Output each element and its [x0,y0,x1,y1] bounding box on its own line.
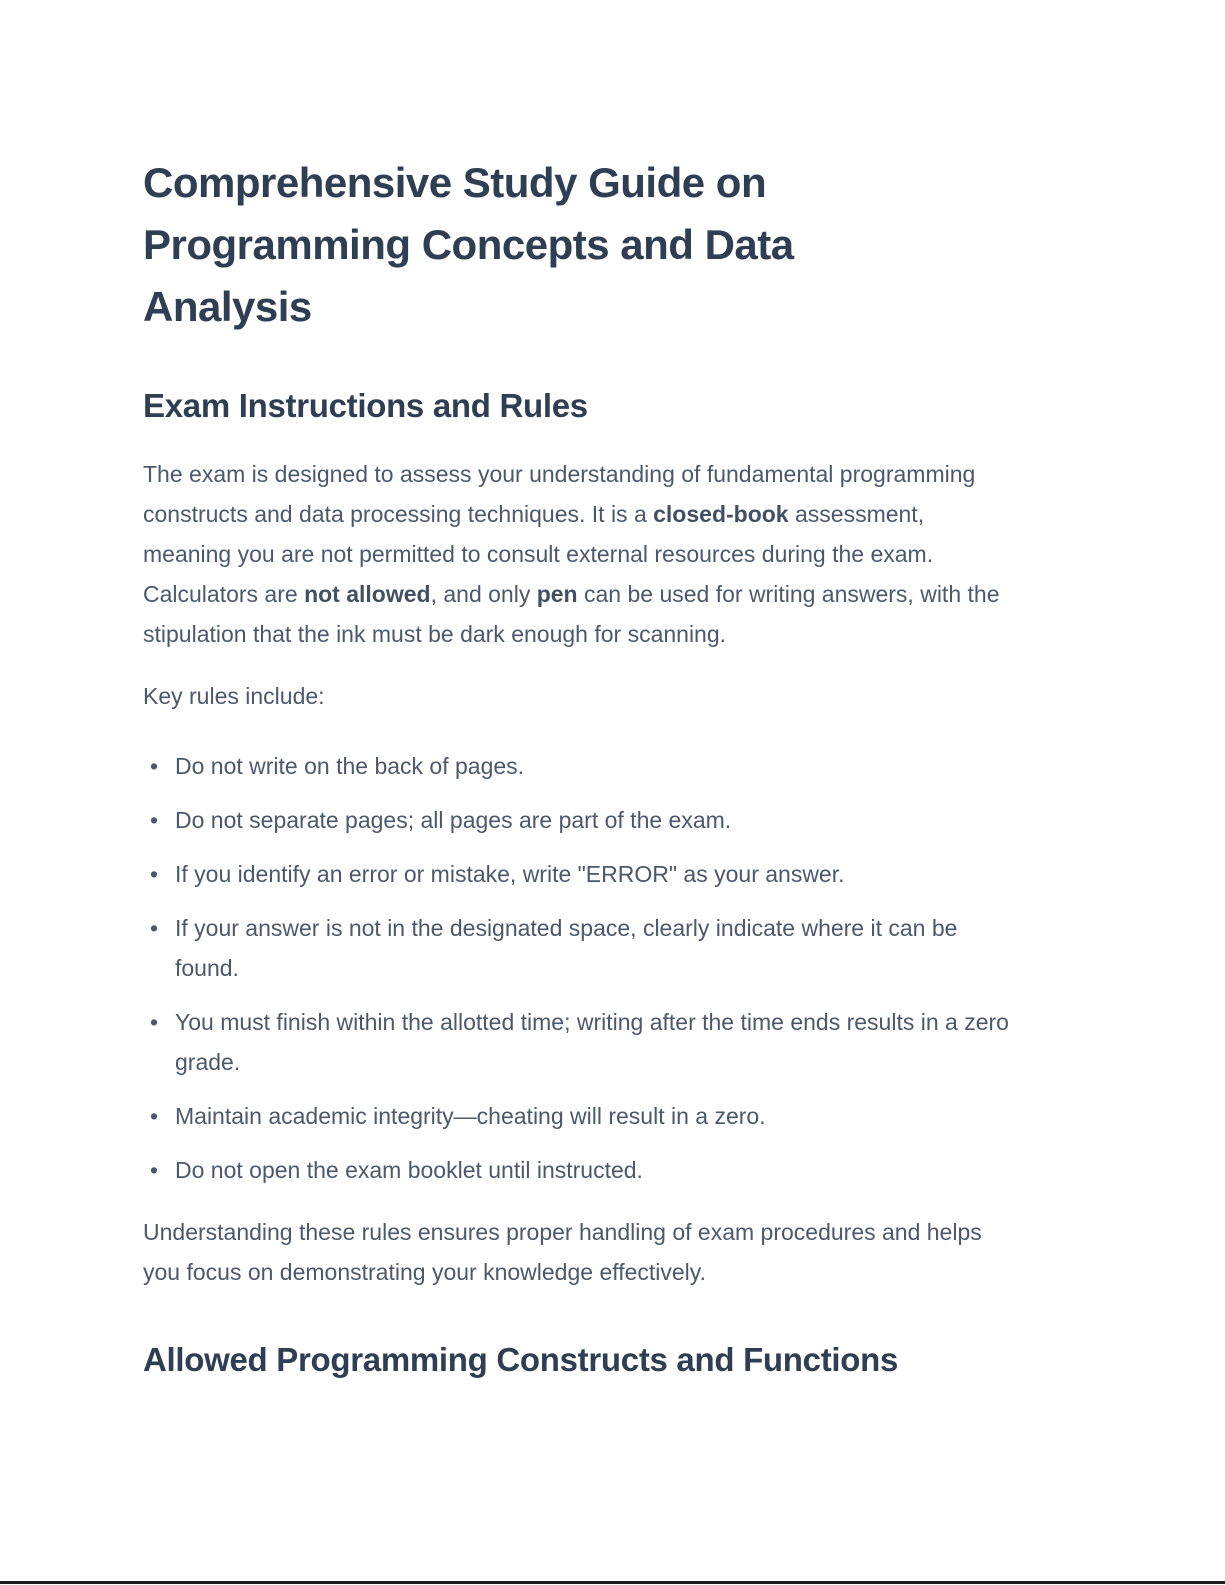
list-item: • If your answer is not in the designated space, clearly indicate where it can be found. [175,908,1010,988]
list-item: • Do not write on the back of pages. [175,746,1010,786]
section-heading-allowed-constructs: Allowed Programming Constructs and Functions [143,1341,899,1378]
key-rules-label: Key rules include: [143,683,325,709]
list-item: • Do not separate pages; all pages are part of the exam. [175,800,1010,840]
closing-paragraph: Understanding these rules ensures proper handling of exam procedures and helps you focus on demonstrating your knowledge effectively. [143,1219,982,1285]
bottom-edge-divider [0,1581,1225,1584]
intro-segment: assessment, meaning you are not permitted to consult external resources during the exam. Calculators are [143,501,934,607]
intro-segment: , and only [430,581,537,607]
intro-segment-bold-closed-book: closed-book [653,501,789,527]
rules-list [143,746,1010,1190]
section-heading-exam-instructions: Exam Instructions and Rules [143,387,588,424]
list-item: • If you identify an error or mistake, write "ERROR" as your answer. [175,854,1010,894]
intro-segment-bold-pen: pen [536,581,578,607]
intro-segment: can be used for writing answers, with the stipulation that the ink must be dark enough for scanning. [143,581,1000,647]
list-item: • Maintain academic integrity—cheating will result in a zero. [175,1096,1010,1136]
page-title: Comprehensive Study Guide on Programming Concepts and Data Analysis [143,159,794,330]
list-item: • Do not open the exam booklet until instructed. [175,1150,1010,1190]
intro-segment: The exam is designed to assess your understanding of fundamental programming constructs and data processing techniques. It is a [143,461,976,527]
intro-paragraph [143,454,1010,654]
list-item: • You must finish within the allotted time; writing after the time ends results in a zero grade. [175,1002,1010,1082]
intro-segment-bold-not-allowed: not allowed [304,581,431,607]
